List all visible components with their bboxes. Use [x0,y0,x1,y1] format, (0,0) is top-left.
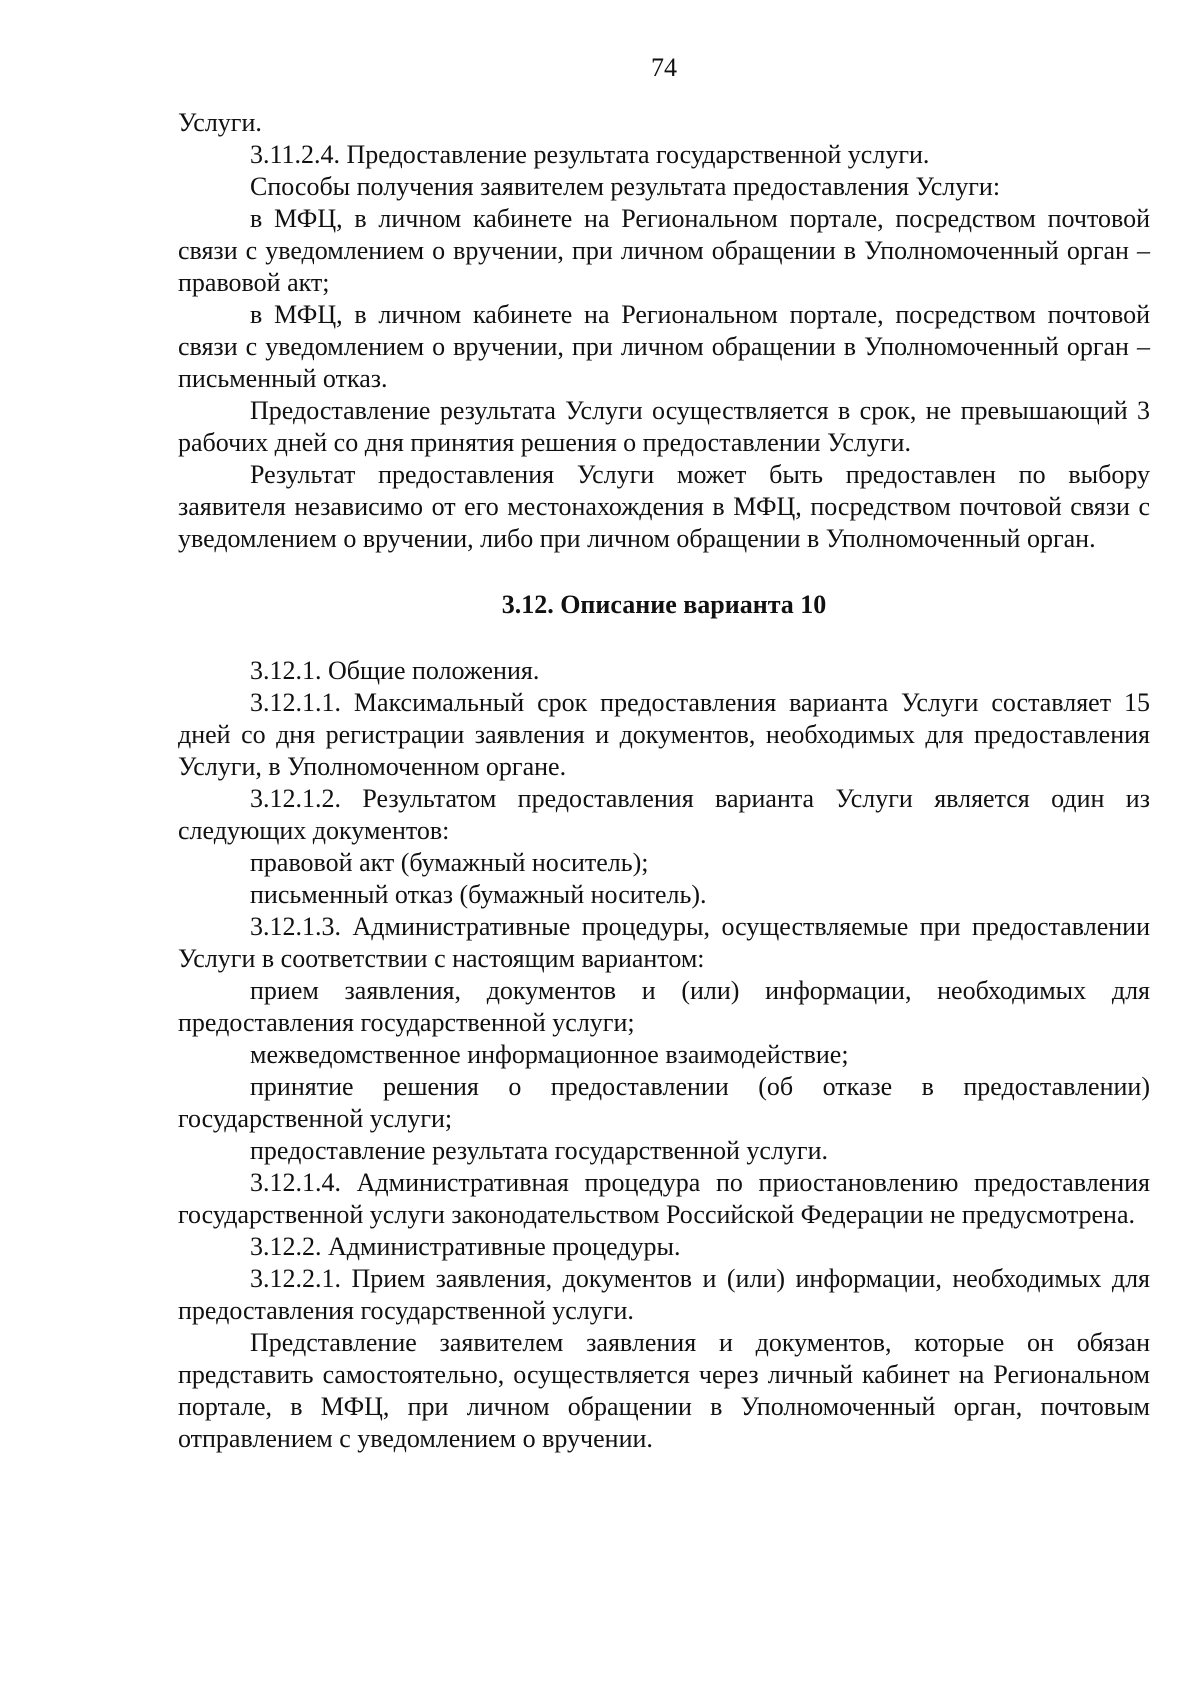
paragraph-9: 3.12.1.2. Результатом предоставления варианта Услуги является один из следующих документов: [178,784,1150,845]
paragraph-13: прием заявления, документов и (или) информации, необходимых для предоставления государственной услуги; [178,976,1150,1037]
paragraph-0: Услуги. [178,108,262,137]
paragraph-1: 3.11.2.4. Предоставление результата государственной услуги. [250,140,930,169]
paragraph-14: межведомственное информационное взаимодействие; [250,1040,849,1069]
paragraph-17: 3.12.1.4. Административная процедура по приостановлению предоставления государственной услуги законодательством Российской Федерации не предусмотрена. [178,1168,1150,1229]
paragraph-4: в МФЦ, в личном кабинете на Региональном портале, посредством почтовой связи с уведомлением о вручении, при личном обращении в Уполномоченный орган – письменный отказ. [178,300,1150,393]
paragraph-15: принятие решения о предоставлении (об отказе в предоставлении) государственной услуги; [178,1072,1150,1133]
paragraph-7: 3.12.1. Общие положения. [250,656,540,685]
paragraph-16: предоставление результата государственной услуги. [250,1136,829,1165]
paragraph-8: 3.12.1.1. Максимальный срок предоставления варианта Услуги составляет 15 дней со дня регистрации заявления и документов, необходимых для предоставления Услуги, в Уполномоченном органе. [178,688,1150,781]
page-number: 74 [651,53,677,82]
section-heading: 3.12. Описание варианта 10 [501,590,827,619]
paragraph-10: правовой акт (бумажный носитель); [250,848,649,877]
paragraph-19: 3.12.2.1. Прием заявления, документов и (или) информации, необходимых для предоставления государственной услуги. [178,1264,1150,1325]
paragraph-18: 3.12.2. Административные процедуры. [250,1232,681,1261]
paragraph-2: Способы получения заявителем результата предоставления Услуги: [250,172,1001,201]
paragraph-20: Представление заявителем заявления и документов, которые он обязан представить самостоятельно, осуществляется через личный кабинет на Региональном портале, в МФЦ, при личном обращении в Уполномоченный орган, почтовым отправлением с уведомлением о вручении. [178,1328,1150,1453]
document-body [178,107,1150,1455]
paragraph-3: в МФЦ, в личном кабинете на Региональном портале, посредством почтовой связи с уведомлением о вручении, при личном обращении в Уполномоченный орган – правовой акт; [178,204,1150,297]
paragraph-12: 3.12.1.3. Административные процедуры, осуществляемые при предоставлении Услуги в соответствии с настоящим вариантом: [178,912,1150,973]
paragraph-6: Результат предоставления Услуги может быть предоставлен по выбору заявителя независимо от его местонахождения в МФЦ, посредством почтовой связи с уведомлением о вручении, либо при личном обращении в Уполномоченный орган. [178,460,1150,553]
paragraph-11: письменный отказ (бумажный носитель). [250,880,707,909]
paragraph-5: Предоставление результата Услуги осуществляется в срок, не превышающий 3 рабочих дней со дня принятия решения о предоставлении Услуги. [178,396,1150,457]
